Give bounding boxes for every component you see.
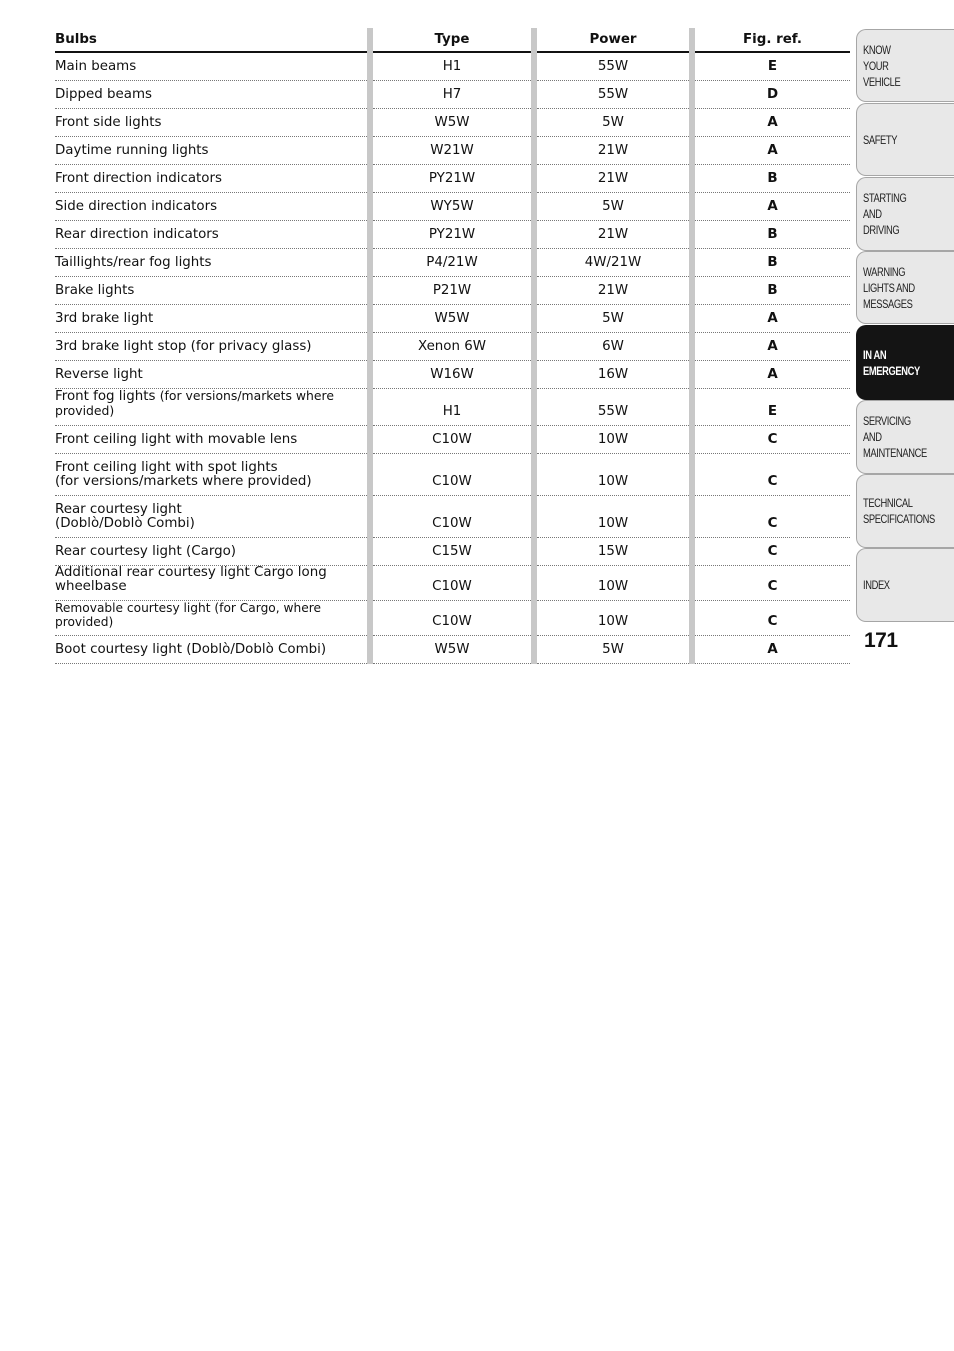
tab-label: IN AN EMERGENCY: [863, 347, 920, 378]
cell-fig-ref: [692, 52, 850, 81]
cell-power: [534, 249, 692, 277]
cell-bulb: [55, 81, 370, 109]
cell-type: [370, 601, 534, 636]
cell-type-text: C15W: [432, 544, 472, 559]
cell-fig-ref: [692, 389, 850, 426]
table-row: [55, 221, 850, 249]
cell-power: [534, 221, 692, 249]
bulb-name: Reverse light: [55, 367, 143, 382]
cell-type: [370, 277, 534, 305]
cell-power-text: 5W: [602, 642, 624, 657]
bulb-name: Side direction indicators: [55, 199, 218, 214]
bulb-table: [55, 28, 850, 664]
cell-power: [534, 389, 692, 426]
cell-fig-ref-text: B: [767, 283, 778, 298]
cell-power-text: 5W: [602, 199, 624, 214]
cell-fig-ref-text: A: [767, 311, 778, 326]
cell-power: [534, 81, 692, 109]
cell-power-text: 4W/21W: [584, 255, 642, 270]
bulb-name: Brake lights: [55, 283, 135, 298]
cell-fig-ref-text: E: [767, 404, 778, 419]
table-row: [55, 389, 850, 426]
bulb-name-line2: (for versions/markets where provided): [55, 474, 312, 489]
cell-bulb: [55, 601, 370, 636]
bulb-name: Front ceiling light with movable lens: [55, 432, 298, 447]
cell-power-text: 55W: [597, 59, 629, 74]
bulb-name: Daytime running lights: [55, 143, 209, 158]
cell-power-text: 10W: [597, 579, 629, 594]
cell-type: [370, 496, 534, 538]
cell-type-text: PY21W: [428, 171, 476, 186]
tab-warning-lights-and-messages[interactable]: [856, 251, 954, 324]
table-row: [55, 249, 850, 277]
cell-type-text: C10W: [432, 474, 472, 489]
cell-power-text: 55W: [597, 87, 629, 102]
cell-type: [370, 538, 534, 566]
bulb-name: Front ceiling light with spot lights: [55, 460, 278, 475]
cell-power: [534, 193, 692, 221]
cell-type: [370, 636, 534, 664]
cell-fig-ref: [692, 496, 850, 538]
cell-power-text: 5W: [602, 115, 624, 130]
cell-fig-ref: [692, 137, 850, 165]
cell-bulb: [55, 538, 370, 566]
tab-technical-specifications[interactable]: [856, 474, 954, 548]
bulb-name: Additional rear courtesy light Cargo long wheelbase: [55, 565, 327, 594]
cell-power: [534, 566, 692, 601]
cell-bulb: [55, 454, 370, 496]
cell-bulb: [55, 426, 370, 454]
cell-type-text: C10W: [432, 614, 472, 629]
tab-label: STARTING AND DRIVING: [863, 191, 907, 237]
bulb-note: (for versions/markets where provided): [55, 388, 334, 418]
cell-bulb: [55, 305, 370, 333]
cell-type-text: W21W: [430, 143, 474, 158]
cell-type-text: PY21W: [428, 227, 476, 242]
cell-bulb: [55, 109, 370, 137]
cell-fig-ref-text: A: [767, 115, 778, 130]
tab-label: TECHNICAL SPECIFICATIONS: [863, 496, 935, 526]
cell-type: [370, 389, 534, 426]
cell-fig-ref-text: C: [767, 579, 778, 594]
table-row: [55, 52, 850, 81]
tab-label: SERVICING AND MAINTENANCE: [863, 414, 927, 460]
cell-type-text: WY5W: [430, 199, 474, 214]
cell-fig-ref: [692, 109, 850, 137]
cell-type-text: C10W: [432, 516, 472, 531]
bulb-name: Main beams: [55, 59, 137, 74]
cell-type: [370, 426, 534, 454]
cell-bulb: [55, 636, 370, 664]
cell-type-text: W5W: [434, 311, 470, 326]
cell-fig-ref-text: B: [767, 227, 778, 242]
cell-fig-ref-text: E: [767, 59, 778, 74]
table-header-row: [55, 28, 850, 52]
cell-fig-ref: [692, 636, 850, 664]
tab-servicing-and-maintenance[interactable]: [856, 400, 954, 474]
cell-power: [534, 361, 692, 389]
cell-fig-ref: [692, 193, 850, 221]
cell-fig-ref-text: B: [767, 255, 778, 270]
page-number: 171: [864, 629, 898, 652]
tab-know-your-vehicle[interactable]: [856, 29, 954, 102]
bulb-name: Rear courtesy light (Cargo): [55, 544, 237, 559]
table-row: [55, 137, 850, 165]
tab-in-an-emergency[interactable]: [856, 325, 954, 400]
table-row: [55, 305, 850, 333]
cell-power-text: 10W: [597, 614, 629, 629]
cell-type-text: P21W: [432, 283, 472, 298]
cell-type: [370, 249, 534, 277]
cell-type: [370, 137, 534, 165]
cell-fig-ref: [692, 249, 850, 277]
cell-power: [534, 636, 692, 664]
cell-type: [370, 109, 534, 137]
bulb-name: Dipped beams: [55, 87, 152, 102]
cell-type-text: W5W: [434, 115, 470, 130]
cell-power-text: 21W: [597, 143, 629, 158]
cell-bulb: [55, 361, 370, 389]
bulb-name: 3rd brake light stop (for privacy glass): [55, 339, 312, 354]
cell-type: [370, 454, 534, 496]
cell-bulb: [55, 137, 370, 165]
cell-power-text: 6W: [602, 339, 624, 354]
table-row: [55, 538, 850, 566]
cell-power: [534, 137, 692, 165]
cell-fig-ref-text: C: [767, 516, 778, 531]
cell-type: [370, 52, 534, 81]
tab-label: WARNING LIGHTS AND MESSAGES: [863, 264, 915, 311]
cell-fig-ref: [692, 305, 850, 333]
cell-fig-ref-text: C: [767, 614, 778, 629]
cell-type: [370, 566, 534, 601]
cell-bulb: [55, 221, 370, 249]
cell-fig-ref-text: A: [767, 339, 778, 354]
cell-type-text: H1: [442, 59, 462, 74]
tab-label: INDEX: [863, 578, 890, 592]
cell-fig-ref-text: A: [767, 199, 778, 214]
cell-type: [370, 361, 534, 389]
cell-type-text: C10W: [432, 432, 472, 447]
cell-bulb: [55, 333, 370, 361]
bulb-name-line2: (Doblò/Doblò Combi): [55, 516, 195, 531]
cell-bulb: [55, 52, 370, 81]
table-row: [55, 454, 850, 496]
table-row: [55, 277, 850, 305]
cell-type-text: C10W: [432, 579, 472, 594]
cell-bulb: [55, 165, 370, 193]
table-row: [55, 566, 850, 601]
cell-fig-ref: [692, 81, 850, 109]
table-row: [55, 426, 850, 454]
cell-power-text: 21W: [597, 171, 629, 186]
cell-fig-ref-text: A: [767, 143, 778, 158]
header-fig-ref: Fig. ref.: [692, 28, 850, 52]
cell-fig-ref: [692, 277, 850, 305]
cell-fig-ref-text: A: [767, 642, 778, 657]
cell-type-text: H7: [442, 87, 462, 102]
table-row: [55, 361, 850, 389]
header-bulbs: Bulbs: [55, 28, 370, 52]
cell-type-text: W5W: [434, 642, 470, 657]
cell-power: [534, 109, 692, 137]
cell-power: [534, 538, 692, 566]
cell-fig-ref: [692, 454, 850, 496]
tab-safety[interactable]: [856, 103, 954, 176]
cell-fig-ref-text: D: [766, 87, 779, 102]
table-row: [55, 601, 850, 636]
bulb-name: Rear direction indicators: [55, 227, 219, 242]
cell-fig-ref: [692, 165, 850, 193]
cell-bulb: [55, 249, 370, 277]
cell-power-text: 10W: [597, 474, 629, 489]
cell-power: [534, 277, 692, 305]
table-row: [55, 636, 850, 664]
cell-power-text: 10W: [597, 516, 629, 531]
cell-type: [370, 81, 534, 109]
cell-type-text: P4/21W: [426, 255, 478, 270]
cell-fig-ref-text: C: [767, 432, 778, 447]
tab-label: KNOW YOUR VEHICLE: [863, 42, 901, 89]
cell-type: [370, 193, 534, 221]
cell-power-text: 15W: [597, 544, 629, 559]
cell-fig-ref: [692, 538, 850, 566]
cell-type-text: H1: [442, 404, 462, 419]
cell-fig-ref: [692, 566, 850, 601]
tab-starting-and-driving[interactable]: [856, 177, 954, 251]
cell-type: [370, 165, 534, 193]
cell-bulb: [55, 193, 370, 221]
table-row: [55, 333, 850, 361]
cell-type: [370, 305, 534, 333]
cell-power: [534, 426, 692, 454]
cell-power: [534, 454, 692, 496]
cell-power: [534, 305, 692, 333]
cell-power: [534, 52, 692, 81]
bulb-name: Front side lights: [55, 115, 162, 130]
cell-power: [534, 601, 692, 636]
cell-fig-ref: [692, 221, 850, 249]
bulb-name: Removable courtesy light (for Cargo, where provided): [55, 601, 321, 629]
cell-power: [534, 165, 692, 193]
table-row: [55, 165, 850, 193]
cell-bulb: [55, 389, 370, 426]
cell-fig-ref-text: A: [767, 367, 778, 382]
cell-power-text: 21W: [597, 283, 629, 298]
bulb-name: Taillights/rear fog lights: [55, 255, 212, 270]
cell-bulb: [55, 496, 370, 538]
cell-fig-ref: [692, 333, 850, 361]
cell-fig-ref: [692, 426, 850, 454]
cell-power-text: 55W: [597, 404, 629, 419]
tab-label: SAFETY: [863, 132, 898, 147]
cell-power-text: 21W: [597, 227, 629, 242]
cell-type-text: W16W: [430, 367, 474, 382]
cell-fig-ref: [692, 361, 850, 389]
cell-type: [370, 221, 534, 249]
cell-fig-ref: [692, 601, 850, 636]
cell-power: [534, 496, 692, 538]
bulb-name: Front fog lights: [55, 389, 156, 404]
cell-type-text: Xenon 6W: [418, 339, 486, 354]
table-body: [55, 52, 850, 664]
cell-power: [534, 333, 692, 361]
table-row: [55, 109, 850, 137]
cell-fig-ref-text: B: [767, 171, 778, 186]
bulb-name: Front direction indicators: [55, 171, 222, 186]
table-row: [55, 496, 850, 538]
cell-power-text: 10W: [597, 432, 629, 447]
tab-index[interactable]: [856, 548, 954, 622]
bulb-name: Rear courtesy light: [55, 502, 182, 517]
bulb-name: 3rd brake light: [55, 311, 154, 326]
cell-fig-ref-text: C: [767, 544, 778, 559]
header-type: Type: [370, 28, 534, 52]
cell-fig-ref-text: C: [767, 474, 778, 489]
cell-bulb: [55, 277, 370, 305]
table-row: [55, 81, 850, 109]
bulb-name: Boot courtesy light (Doblò/Doblò Combi): [55, 642, 327, 657]
cell-type: [370, 333, 534, 361]
table-row: [55, 193, 850, 221]
cell-bulb: [55, 566, 370, 601]
header-power: Power: [534, 28, 692, 52]
cell-power-text: 5W: [602, 311, 624, 326]
cell-power-text: 16W: [597, 367, 629, 382]
